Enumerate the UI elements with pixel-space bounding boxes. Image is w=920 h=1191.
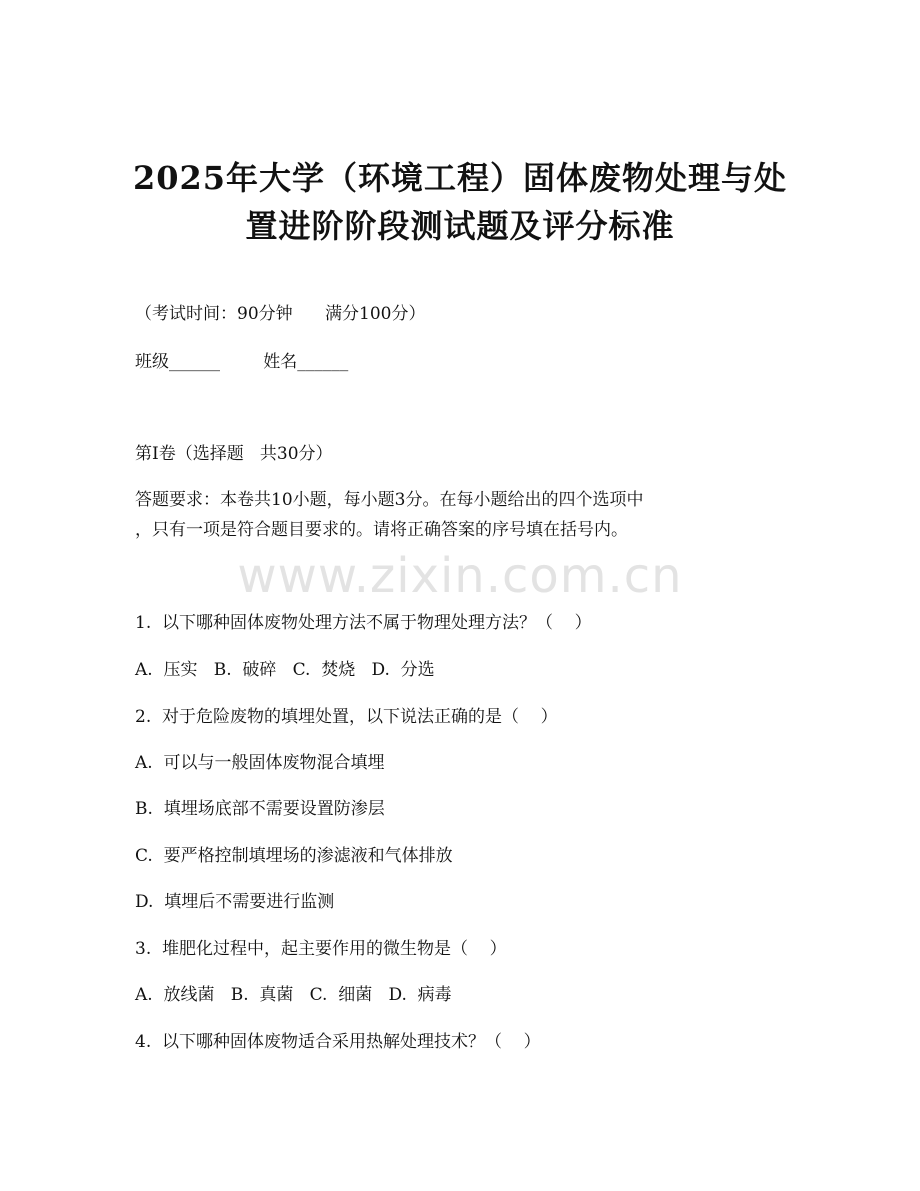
class-and-name-blanks: 班级______ 姓名______ [135,352,349,372]
question-2-stem: 2. 对于危险废物的填埋处置，以下说法正确的是（ ） [135,707,558,727]
question-2-option-d: D. 填埋后不需要进行监测 [135,892,335,912]
exam-time-and-score: （考试时间：90分钟 满分100分） [135,304,426,324]
question-3-options: A. 放线菌 B. 真菌 C. 细菌 D. 病毒 [135,985,452,1005]
question-4-stem: 4. 以下哪种固体废物适合采用热解处理技术？（ ） [135,1032,541,1052]
question-1-options: A. 压实 B. 破碎 C. 焚烧 D. 分选 [135,660,435,680]
question-2-option-b: B. 填埋场底部不需要设置防渗层 [135,799,385,819]
document-title-line-1: 2025年大学（环境工程）固体废物处理与处 [132,159,788,197]
question-3-stem: 3. 堆肥化过程中，起主要作用的微生物是（ ） [135,939,507,959]
question-2-option-a: A. 可以与一般固体废物混合填埋 [135,753,385,773]
instructions-line-1: 答题要求：本卷共10小题，每小题3分。在每小题给出的四个选项中 [135,490,644,510]
instructions-line-2: ，只有一项是符合题目要求的。请将正确答案的序号填在括号内。 [135,520,628,540]
watermark: www.zixin.com.cn [237,548,683,604]
section-heading: 第I卷（选择题 共30分） [135,444,333,464]
document-title-line-2: 置进阶阶段测试题及评分标准 [245,207,675,245]
question-1-stem: 1. 以下哪种固体废物处理方法不属于物理处理方法？（ ） [135,613,592,633]
question-2-option-c: C. 要严格控制填埋场的渗滤液和气体排放 [135,846,453,866]
